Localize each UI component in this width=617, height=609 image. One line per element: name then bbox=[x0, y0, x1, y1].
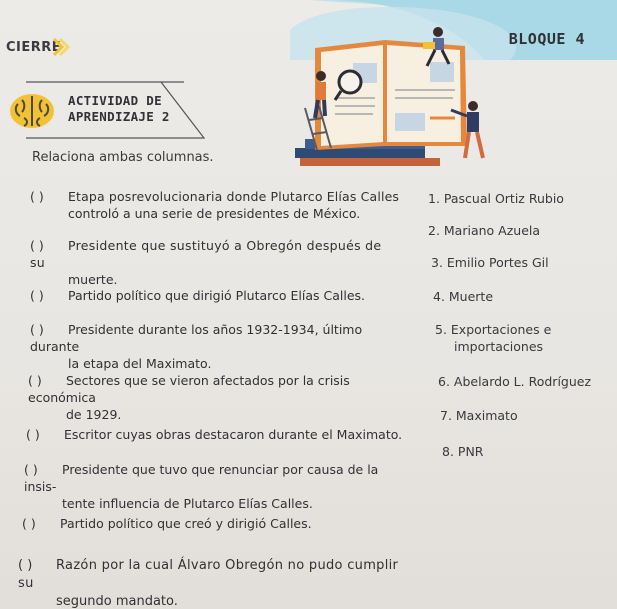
bloque-label: BLOQUE 4 bbox=[508, 30, 585, 48]
answer-text: 8. PNR bbox=[442, 444, 484, 459]
answer-blank[interactable]: ( ) bbox=[24, 462, 38, 477]
answer-option bbox=[433, 288, 493, 305]
answer-text: 3. Emilio Portes Gil bbox=[431, 255, 549, 270]
chevron-right-icon bbox=[50, 36, 72, 58]
question-text: Sectores que se vieron afectados por la crisis económica bbox=[28, 373, 350, 405]
answer-text: 1. Pascual Ortiz Rubio bbox=[428, 191, 564, 206]
answer-text: 2. Mariano Azuela bbox=[428, 223, 541, 238]
answer-blank[interactable]: ( ) bbox=[30, 189, 44, 204]
answer-blank[interactable]: ( ) bbox=[18, 558, 33, 573]
book-illustration bbox=[255, 18, 515, 168]
question-item bbox=[28, 372, 418, 423]
answer-option bbox=[435, 321, 551, 355]
activity-title-line1: ACTIVIDAD DE bbox=[68, 93, 162, 108]
answer-blank[interactable]: ( ) bbox=[30, 238, 44, 253]
question-text: Escritor cuyas obras destacaron durante el Maximato. bbox=[64, 427, 403, 442]
question-text-cont: la etapa del Maximato. bbox=[68, 356, 212, 371]
brain-icon bbox=[8, 92, 58, 130]
question-item bbox=[30, 188, 400, 222]
answer-text: 4. Muerte bbox=[433, 289, 494, 304]
answer-option bbox=[442, 443, 483, 460]
question-item bbox=[30, 237, 400, 288]
question-text-cont: de 1929. bbox=[66, 407, 122, 422]
question-text: Partido político que dirigió Plutarco Elías Calles. bbox=[68, 288, 366, 303]
question-text: Etapa posrevolucionaria donde Plutarco Elías Calles bbox=[68, 189, 400, 204]
answer-option bbox=[428, 190, 564, 207]
answer-option bbox=[440, 407, 518, 424]
question-item bbox=[18, 557, 418, 609]
question-text: Razón por la cual Álvaro Obregón no pudo cumplir su bbox=[18, 558, 399, 591]
question-item bbox=[22, 515, 402, 532]
question-text-cont: segundo mandato. bbox=[56, 594, 178, 609]
answer-blank[interactable]: ( ) bbox=[28, 373, 42, 388]
answer-option bbox=[428, 222, 540, 239]
question-item bbox=[26, 426, 406, 443]
question-text-cont: controló a una serie de presidentes de México. bbox=[68, 206, 361, 221]
activity-title bbox=[68, 93, 170, 125]
question-text: Presidente durante los años 1932-1934, último durante bbox=[30, 322, 363, 354]
answer-text: 5. Exportaciones e bbox=[435, 322, 552, 337]
answer-text: 6. Abelardo L. Rodríguez bbox=[438, 374, 592, 389]
question-text: Presidente que sustituyó a Obregón después de su bbox=[30, 238, 382, 270]
activity-title-line2: APRENDIZAJE 2 bbox=[68, 109, 170, 124]
answer-option bbox=[438, 373, 591, 390]
instruction-text: Relaciona ambas columnas. bbox=[32, 150, 214, 165]
answer-blank[interactable]: ( ) bbox=[30, 322, 44, 337]
cierre-label: CIERRE bbox=[6, 40, 62, 55]
answer-option bbox=[431, 254, 549, 271]
question-text: Presidente que tuvo que renunciar por causa de la insis- bbox=[24, 462, 379, 494]
answer-text: 7. Maximato bbox=[440, 408, 518, 423]
question-text: Partido político que creó y dirigió Calles. bbox=[60, 516, 312, 531]
answer-text-cont: importaciones bbox=[454, 339, 544, 354]
answer-blank[interactable]: ( ) bbox=[26, 427, 40, 442]
question-text-cont: tente influencia de Plutarco Elías Calles. bbox=[62, 496, 313, 511]
answer-blank[interactable]: ( ) bbox=[30, 288, 44, 303]
question-item bbox=[24, 461, 414, 512]
question-text-cont: muerte. bbox=[68, 272, 118, 287]
question-item bbox=[30, 287, 400, 304]
question-item bbox=[30, 321, 410, 372]
answer-blank[interactable]: ( ) bbox=[22, 516, 36, 531]
